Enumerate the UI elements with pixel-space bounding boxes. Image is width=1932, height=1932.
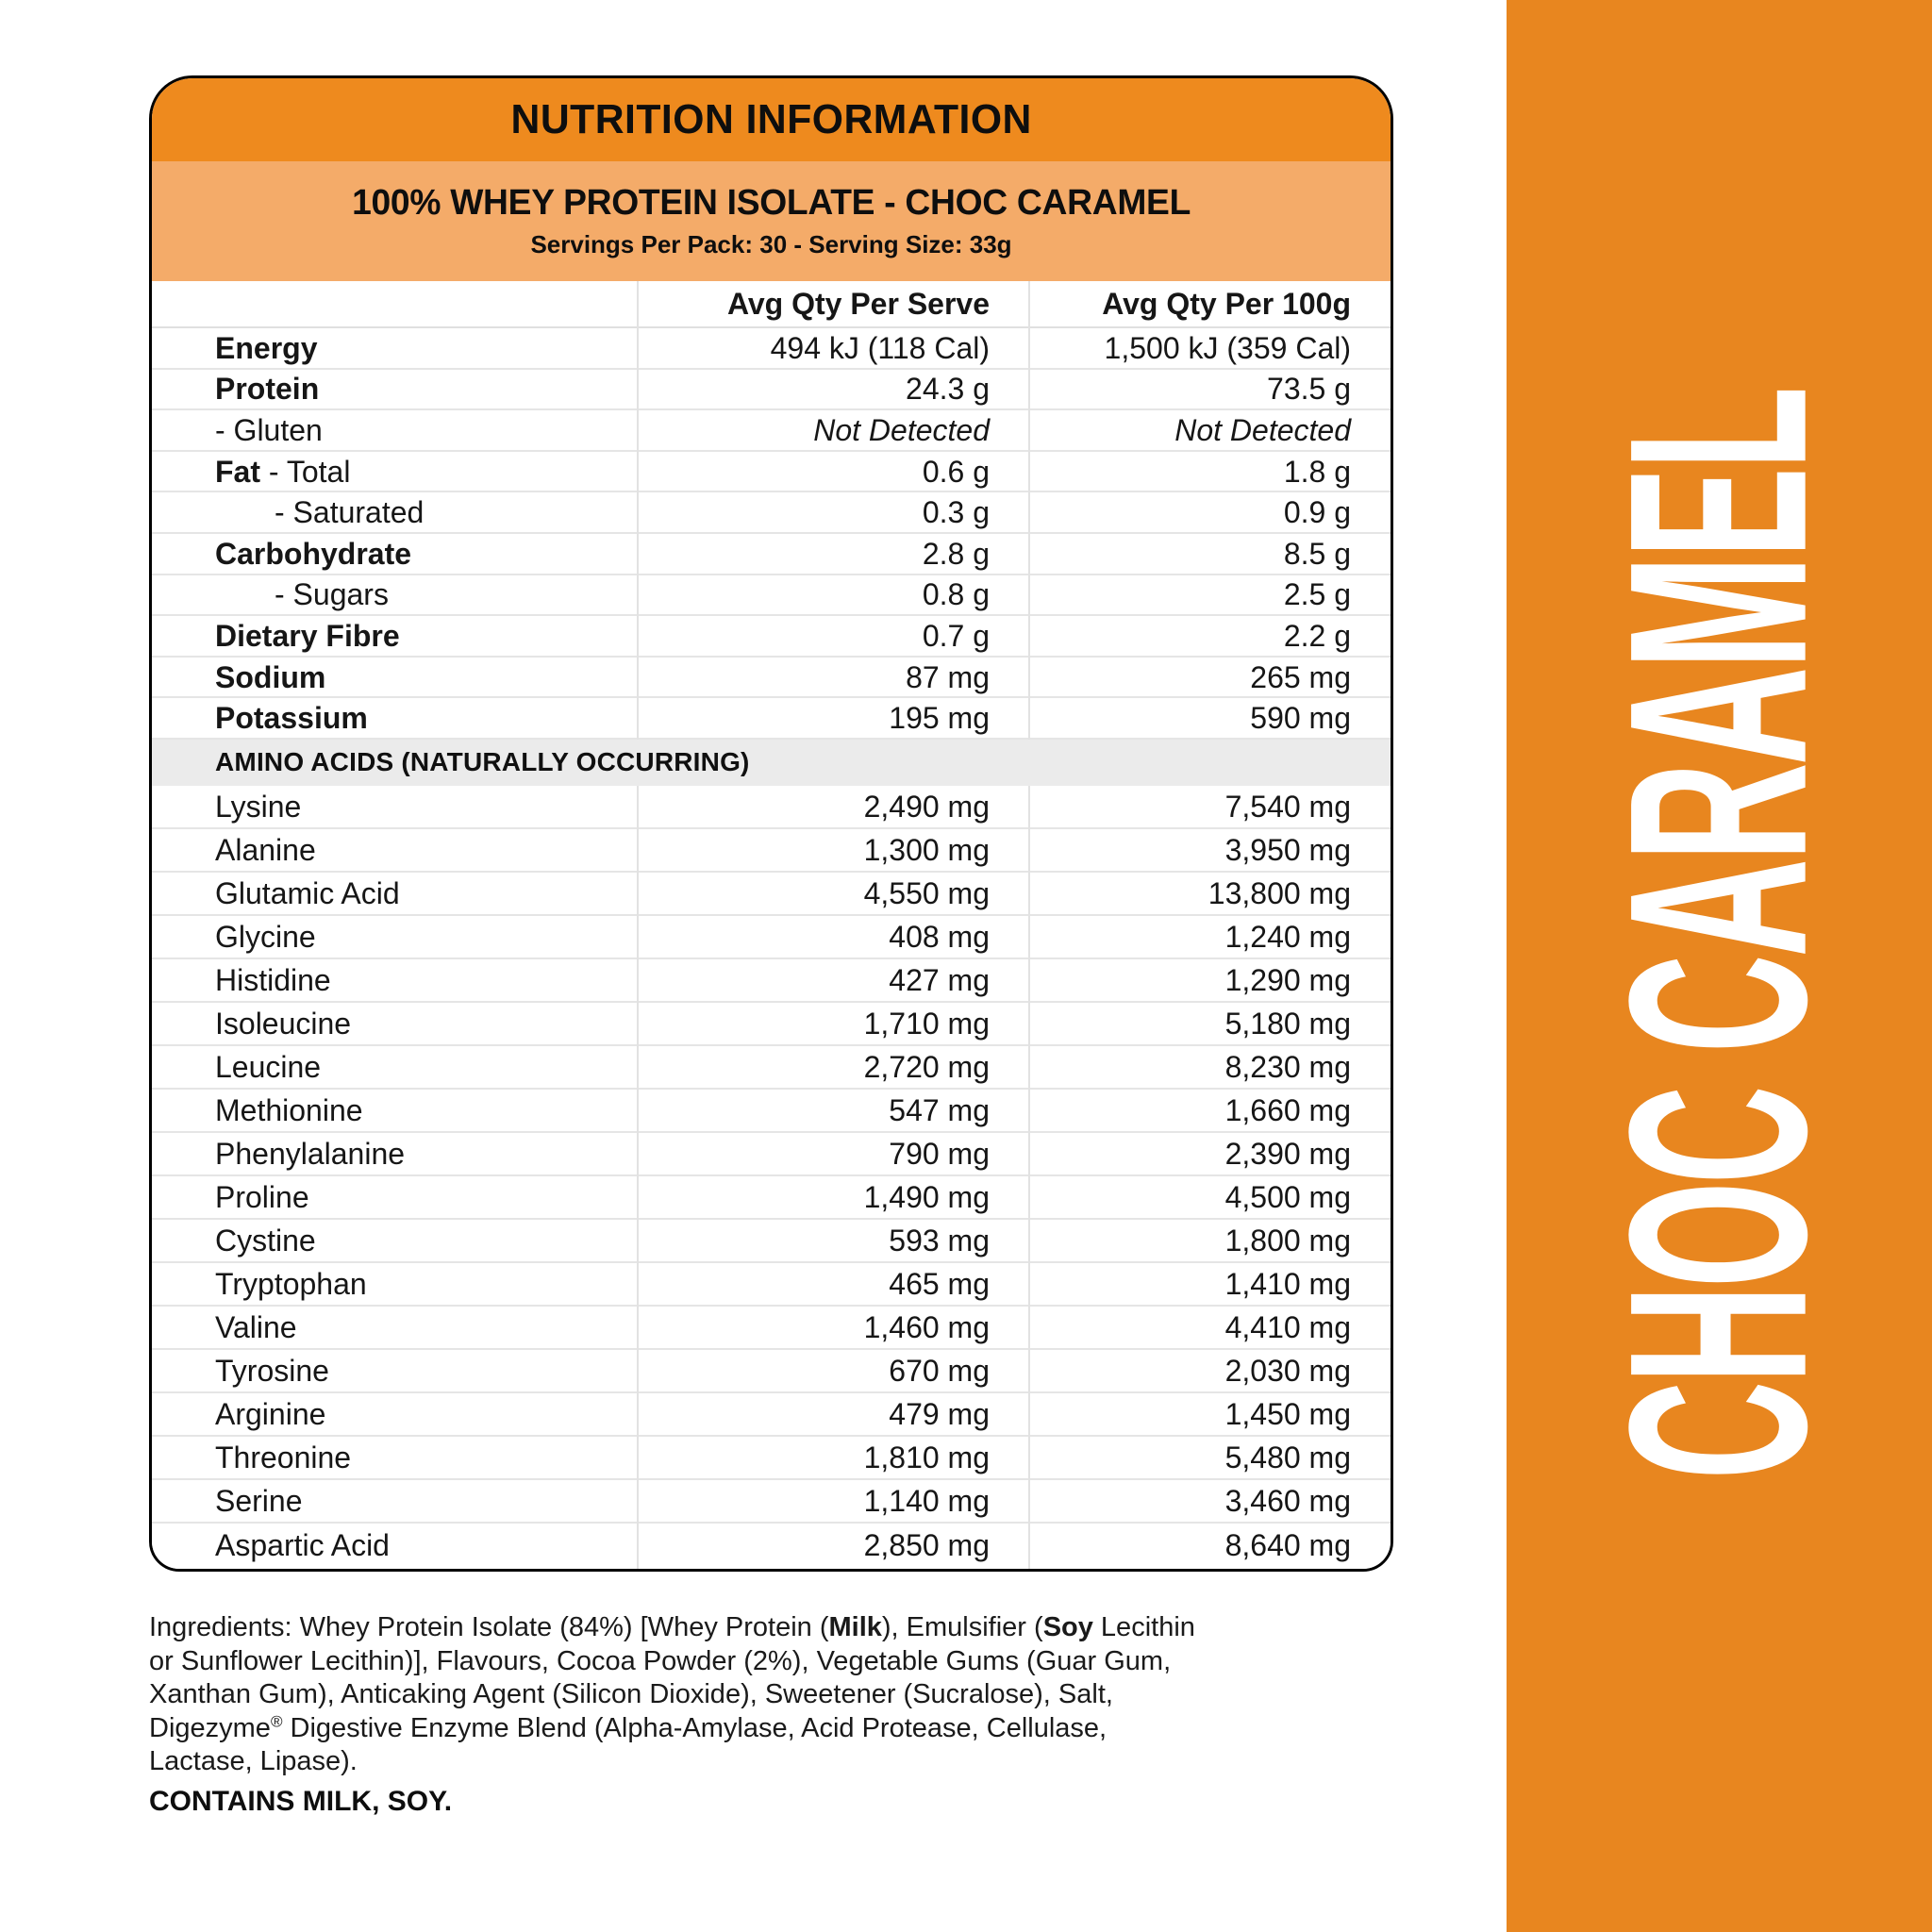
table-header-row — [152, 281, 1391, 328]
text-segment: Xanthan Gum), Anticaking Agent (Silicon Dioxide), Sweetener (Sucralose), Salt, — [149, 1679, 1113, 1709]
value-per-100g: 2,390 mg — [1224, 1136, 1351, 1171]
amino-acid-label: Tryptophan — [215, 1266, 367, 1301]
nutrient-label — [152, 659, 640, 694]
value-per-100g: 1,410 mg — [1224, 1266, 1351, 1301]
nutrient-label — [152, 618, 640, 653]
value-per-serve: 4,550 mg — [863, 875, 990, 910]
table-row — [152, 616, 1391, 658]
value-per-serve: 479 mg — [889, 1396, 990, 1431]
text-segment: Lactase, Lipase). — [149, 1746, 358, 1776]
text-segment: Potassium — [215, 701, 368, 736]
table-row — [152, 916, 1391, 959]
value-per-100g: Not Detected — [1174, 412, 1351, 447]
table-row — [152, 1350, 1391, 1393]
value-per-serve: 1,490 mg — [863, 1179, 990, 1214]
value-per-100g: 0.9 g — [1283, 495, 1351, 530]
value-per-serve: 0.7 g — [922, 618, 990, 653]
flavour-vertical-label: CHOC CARAMEL — [1576, 388, 1860, 1480]
text-segment: - Total — [260, 454, 351, 489]
text-segment: Carbohydrate — [215, 536, 412, 571]
value-per-100g: 1,500 kJ (359 Cal) — [1104, 330, 1351, 365]
value-per-100g: 8,640 mg — [1224, 1527, 1351, 1562]
flavour-sidebar — [1507, 0, 1932, 1932]
value-per-100g: 1,290 mg — [1224, 962, 1351, 997]
table-row — [152, 1524, 1391, 1567]
servings-info: Servings Per Pack: 30 - Serving Size: 33g — [530, 230, 1012, 258]
value-per-100g: 1,800 mg — [1224, 1223, 1351, 1257]
nutrition-panel — [149, 75, 1393, 1572]
amino-acid-label: Glutamic Acid — [215, 875, 400, 910]
amino-acid-label: Glycine — [215, 919, 316, 954]
table-row — [152, 873, 1391, 916]
value-per-100g: 3,950 mg — [1224, 832, 1351, 867]
value-per-100g: 265 mg — [1250, 659, 1351, 694]
column-divider-2 — [1028, 281, 1030, 1569]
table-row — [152, 1046, 1391, 1090]
table-row — [152, 1220, 1391, 1263]
amino-acid-label: Isoleucine — [215, 1006, 352, 1041]
value-per-serve: 2,490 mg — [863, 789, 990, 824]
nutrient-label — [152, 330, 640, 365]
value-per-serve: 670 mg — [889, 1353, 990, 1388]
amino-acid-label: Alanine — [215, 832, 316, 867]
value-per-100g: 1,450 mg — [1224, 1396, 1351, 1431]
value-per-100g: 73.5 g — [1267, 372, 1351, 407]
ingredients-paragraph — [149, 1611, 1432, 1779]
table-row — [152, 452, 1391, 493]
column-header-per-serve: Avg Qty Per Serve — [726, 287, 990, 321]
value-per-100g: 1,240 mg — [1224, 919, 1351, 954]
ingredients-line — [149, 1611, 1432, 1645]
text-segment: Digestive Enzyme Blend (Alpha-Amylase, Acid Protease, Cellulase, — [282, 1712, 1108, 1743]
text-segment: or Sunflower Lecithin)], Flavours, Cocoa Powder (2%), Vegetable Gums (Guar Gum, — [149, 1645, 1172, 1676]
amino-acid-label: Serine — [215, 1483, 303, 1518]
value-per-serve: 0.8 g — [922, 577, 990, 612]
amino-acid-label: Histidine — [215, 962, 331, 997]
value-per-100g: 8.5 g — [1283, 536, 1351, 571]
value-per-100g: 2.5 g — [1283, 577, 1351, 612]
text-segment: Lecithin — [1092, 1612, 1195, 1642]
table-row — [152, 658, 1391, 699]
ingredients-line — [149, 1645, 1432, 1679]
amino-acid-label: Lysine — [215, 789, 302, 824]
value-per-100g: 5,180 mg — [1224, 1006, 1351, 1041]
table-row — [152, 1090, 1391, 1133]
value-per-serve: 195 mg — [889, 701, 990, 736]
value-per-100g: 4,500 mg — [1224, 1179, 1351, 1214]
ingredients-line — [149, 1745, 1432, 1779]
nutrient-label — [152, 701, 640, 736]
value-per-serve: 24.3 g — [906, 372, 990, 407]
value-per-100g: 4,410 mg — [1224, 1309, 1351, 1344]
text-segment: Soy — [1042, 1612, 1093, 1642]
value-per-100g: 5,480 mg — [1224, 1440, 1351, 1474]
table-row — [152, 1437, 1391, 1480]
value-per-serve: 0.6 g — [922, 454, 990, 489]
amino-acid-rows — [152, 786, 1391, 1567]
column-divider-1 — [637, 281, 639, 1569]
amino-acids-section-title: AMINO ACIDS (NATURALLY OCCURRING) — [215, 747, 750, 777]
table-row — [152, 698, 1391, 740]
allergen-statement: CONTAINS MILK, SOY. — [149, 1786, 453, 1817]
value-per-serve: 494 kJ (118 Cal) — [770, 330, 990, 365]
amino-acid-label: Threonine — [215, 1440, 352, 1474]
value-per-serve: 2.8 g — [922, 536, 990, 571]
value-per-100g: 590 mg — [1250, 701, 1351, 736]
text-segment: - Saturated — [275, 495, 425, 530]
amino-acid-label: Cystine — [215, 1223, 316, 1257]
panel-header-band — [152, 78, 1391, 161]
value-per-serve: 547 mg — [889, 1092, 990, 1127]
value-per-serve: Not Detected — [813, 412, 990, 447]
table-row — [152, 829, 1391, 873]
table-row — [152, 328, 1391, 370]
table-row — [152, 1307, 1391, 1350]
table-row — [152, 575, 1391, 617]
text-segment: Fat — [215, 454, 260, 489]
ingredients-line — [149, 1712, 1432, 1746]
table-row — [152, 1176, 1391, 1220]
column-header-per-100g: Avg Qty Per 100g — [1102, 287, 1351, 321]
value-per-100g: 1.8 g — [1283, 454, 1351, 489]
text-segment: Energy — [215, 330, 318, 365]
value-per-serve: 0.3 g — [922, 495, 990, 530]
value-per-serve: 593 mg — [889, 1223, 990, 1257]
table-row — [152, 534, 1391, 575]
value-per-serve: 1,710 mg — [863, 1006, 990, 1041]
table-row — [152, 959, 1391, 1003]
table-row — [152, 786, 1391, 829]
text-segment: Sodium — [215, 659, 326, 694]
text-segment: - Sugars — [275, 577, 389, 612]
value-per-100g: 1,660 mg — [1224, 1092, 1351, 1127]
value-per-100g: 3,460 mg — [1224, 1483, 1351, 1518]
text-segment: Milk — [828, 1612, 882, 1642]
amino-acid-label: Leucine — [215, 1049, 322, 1084]
text-segment: ® — [270, 1711, 283, 1730]
nutrient-label — [152, 454, 640, 489]
text-segment: Ingredients: Whey Protein Isolate (84%) [Whey Protein ( — [149, 1612, 829, 1642]
table-row — [152, 410, 1391, 452]
product-name: 100% WHEY PROTEIN ISOLATE - CHOC CARAMEL — [351, 183, 1191, 223]
value-per-serve: 1,460 mg — [863, 1309, 990, 1344]
ingredients-line — [149, 1678, 1432, 1712]
value-per-serve: 1,300 mg — [863, 832, 990, 867]
text-segment: Dietary Fibre — [215, 618, 400, 653]
value-per-serve: 1,140 mg — [863, 1483, 990, 1518]
table-row — [152, 1003, 1391, 1046]
text-segment: Digezyme — [149, 1712, 271, 1743]
table-row — [152, 492, 1391, 534]
nutrient-label — [152, 495, 640, 530]
amino-acid-label: Valine — [215, 1309, 297, 1344]
value-per-100g: 8,230 mg — [1224, 1049, 1351, 1084]
text-segment: Protein — [215, 372, 320, 407]
value-per-100g: 2.2 g — [1283, 618, 1351, 653]
text-segment: ), Emulsifier ( — [881, 1612, 1043, 1642]
amino-acid-label: Phenylalanine — [215, 1136, 406, 1171]
nutrient-label — [152, 372, 640, 407]
amino-acid-label: Tyrosine — [215, 1353, 329, 1388]
value-per-serve: 1,810 mg — [863, 1440, 990, 1474]
value-per-serve: 465 mg — [889, 1266, 990, 1301]
table-row — [152, 1263, 1391, 1307]
amino-acid-label: Aspartic Acid — [215, 1527, 390, 1562]
value-per-serve: 427 mg — [889, 962, 990, 997]
table-row — [152, 370, 1391, 411]
value-per-serve: 408 mg — [889, 919, 990, 954]
nutrient-label — [152, 536, 640, 571]
value-per-serve: 2,850 mg — [863, 1527, 990, 1562]
table-row — [152, 1393, 1391, 1437]
value-per-100g: 2,030 mg — [1224, 1353, 1351, 1388]
text-segment: - Gluten — [215, 412, 323, 447]
value-per-serve: 790 mg — [889, 1136, 990, 1171]
product-band — [152, 161, 1391, 281]
panel-title: NUTRITION INFORMATION — [510, 96, 1032, 142]
value-per-100g: 7,540 mg — [1224, 789, 1351, 824]
value-per-serve: 2,720 mg — [863, 1049, 990, 1084]
nutrient-label — [152, 412, 640, 447]
value-per-100g: 13,800 mg — [1208, 875, 1351, 910]
value-per-serve: 87 mg — [906, 659, 990, 694]
amino-acids-section-header — [152, 740, 1391, 786]
amino-acid-label: Methionine — [215, 1092, 363, 1127]
table-row — [152, 1133, 1391, 1176]
amino-acid-label: Arginine — [215, 1396, 326, 1431]
nutrient-label — [152, 577, 640, 612]
table-row — [152, 1480, 1391, 1524]
nutrient-rows — [152, 328, 1391, 740]
nutrition-table — [152, 281, 1391, 1569]
amino-acid-label: Proline — [215, 1179, 309, 1214]
